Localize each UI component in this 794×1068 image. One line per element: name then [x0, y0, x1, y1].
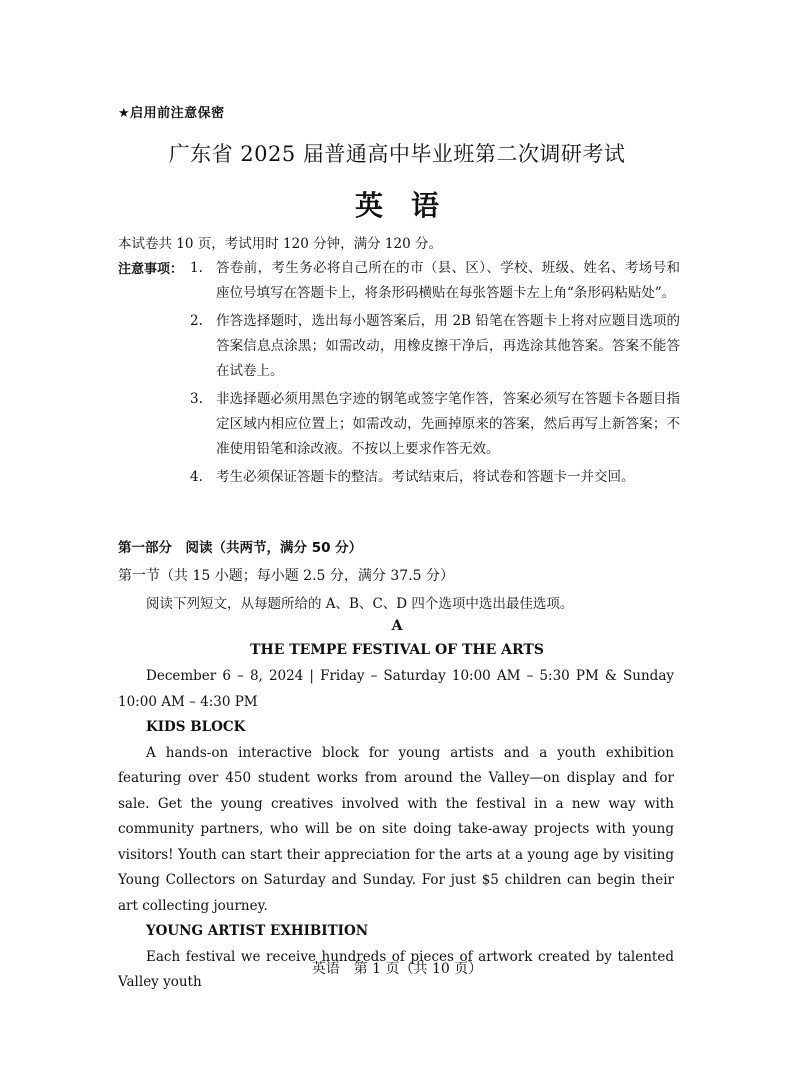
- note-item: [190, 387, 680, 462]
- exam-title: 广东省 2025 届普通高中毕业班第二次调研考试: [168, 142, 626, 166]
- passage-heading-young-artist: YOUNG ARTIST EXHIBITION: [146, 923, 369, 939]
- note-number: 1.: [190, 260, 203, 276]
- notes-list: [190, 256, 680, 493]
- passage-title: THE TEMPE FESTIVAL OF THE ARTS: [250, 642, 544, 658]
- exam-info: 本试卷共 10 页，考试用时 120 分钟，满分 120 分。: [118, 236, 442, 252]
- passage-dates: December 6 – 8, 2024 | Friday – Saturday 10:00 AM – 5:30 PM & Sunday 10:00 AM – 4:30 PM: [118, 668, 674, 710]
- page-footer: 英语 第 1 页（共 10 页）: [311, 961, 483, 977]
- subject-title: 英 语: [354, 189, 439, 222]
- section-title: 第一节（共 15 小题；每小题 2.5 分，满分 37.5 分）: [118, 568, 454, 584]
- note-item: [190, 465, 680, 490]
- part-title: 第一部分 阅读（共两节，满分 50 分）: [118, 540, 363, 556]
- note-number: 2.: [190, 313, 203, 329]
- note-number: 4.: [190, 469, 203, 485]
- notes-label: 注意事项：: [118, 262, 184, 277]
- note-text: 非选择题必须用黑色字迹的钢笔或签字笔作答，答案必须写在答题卡各题目指定区域内相应位置上；如需改动，先画掉原来的答案，然后再写上新答案；不准使用铅笔和涂改液。不按以上要求作答无效。: [216, 391, 680, 457]
- note-text: 作答选择题时，选出每小题答案后，用 2B 铅笔在答题卡上将对应题目选项的答案信息点涂黑；如需改动，用橡皮擦干净后，再选涂其他答案。答案不能答在试卷上。: [216, 313, 680, 379]
- passage-letter: A: [391, 618, 403, 634]
- passage-body: [118, 664, 674, 996]
- note-number: 3.: [190, 391, 203, 407]
- passage-heading-kids-block: KIDS BLOCK: [146, 719, 246, 735]
- note-item: [190, 309, 680, 384]
- passage-paragraph: A hands-on interactive block for young artists and a youth exhibition featuring over 450 student works from around the Valley—on display and for sale. Get the young creatives involved with the festival in a new way with community partners, who will be on site doing take-away projects with young visitors! Youth can start their appreciation for the arts at a young age by visiting Young Collectors on Saturday and Sunday. For just $5 children can begin their art collecting journey.: [118, 744, 674, 914]
- passage-paragraph: Each festival we receive hundreds of pieces of artwork created by talented Valley youth: [118, 948, 674, 990]
- section-instruction: 阅读下列短文，从每题所给的 A、B、C、D 四个选项中选出最佳选项。: [146, 596, 574, 612]
- note-item: [190, 256, 680, 306]
- confidential-mark: ★启用前注意保密: [118, 106, 225, 121]
- note-text: 考生必须保证答题卡的整洁。考试结束后，将试卷和答题卡一并交回。: [216, 469, 635, 485]
- note-text: 答卷前，考生务必将自己所在的市（县、区）、学校、班级、姓名、考场号和座位号填写在答题卡上，将条形码横贴在每张答题卡左上角“条形码粘贴处”。: [216, 260, 680, 301]
